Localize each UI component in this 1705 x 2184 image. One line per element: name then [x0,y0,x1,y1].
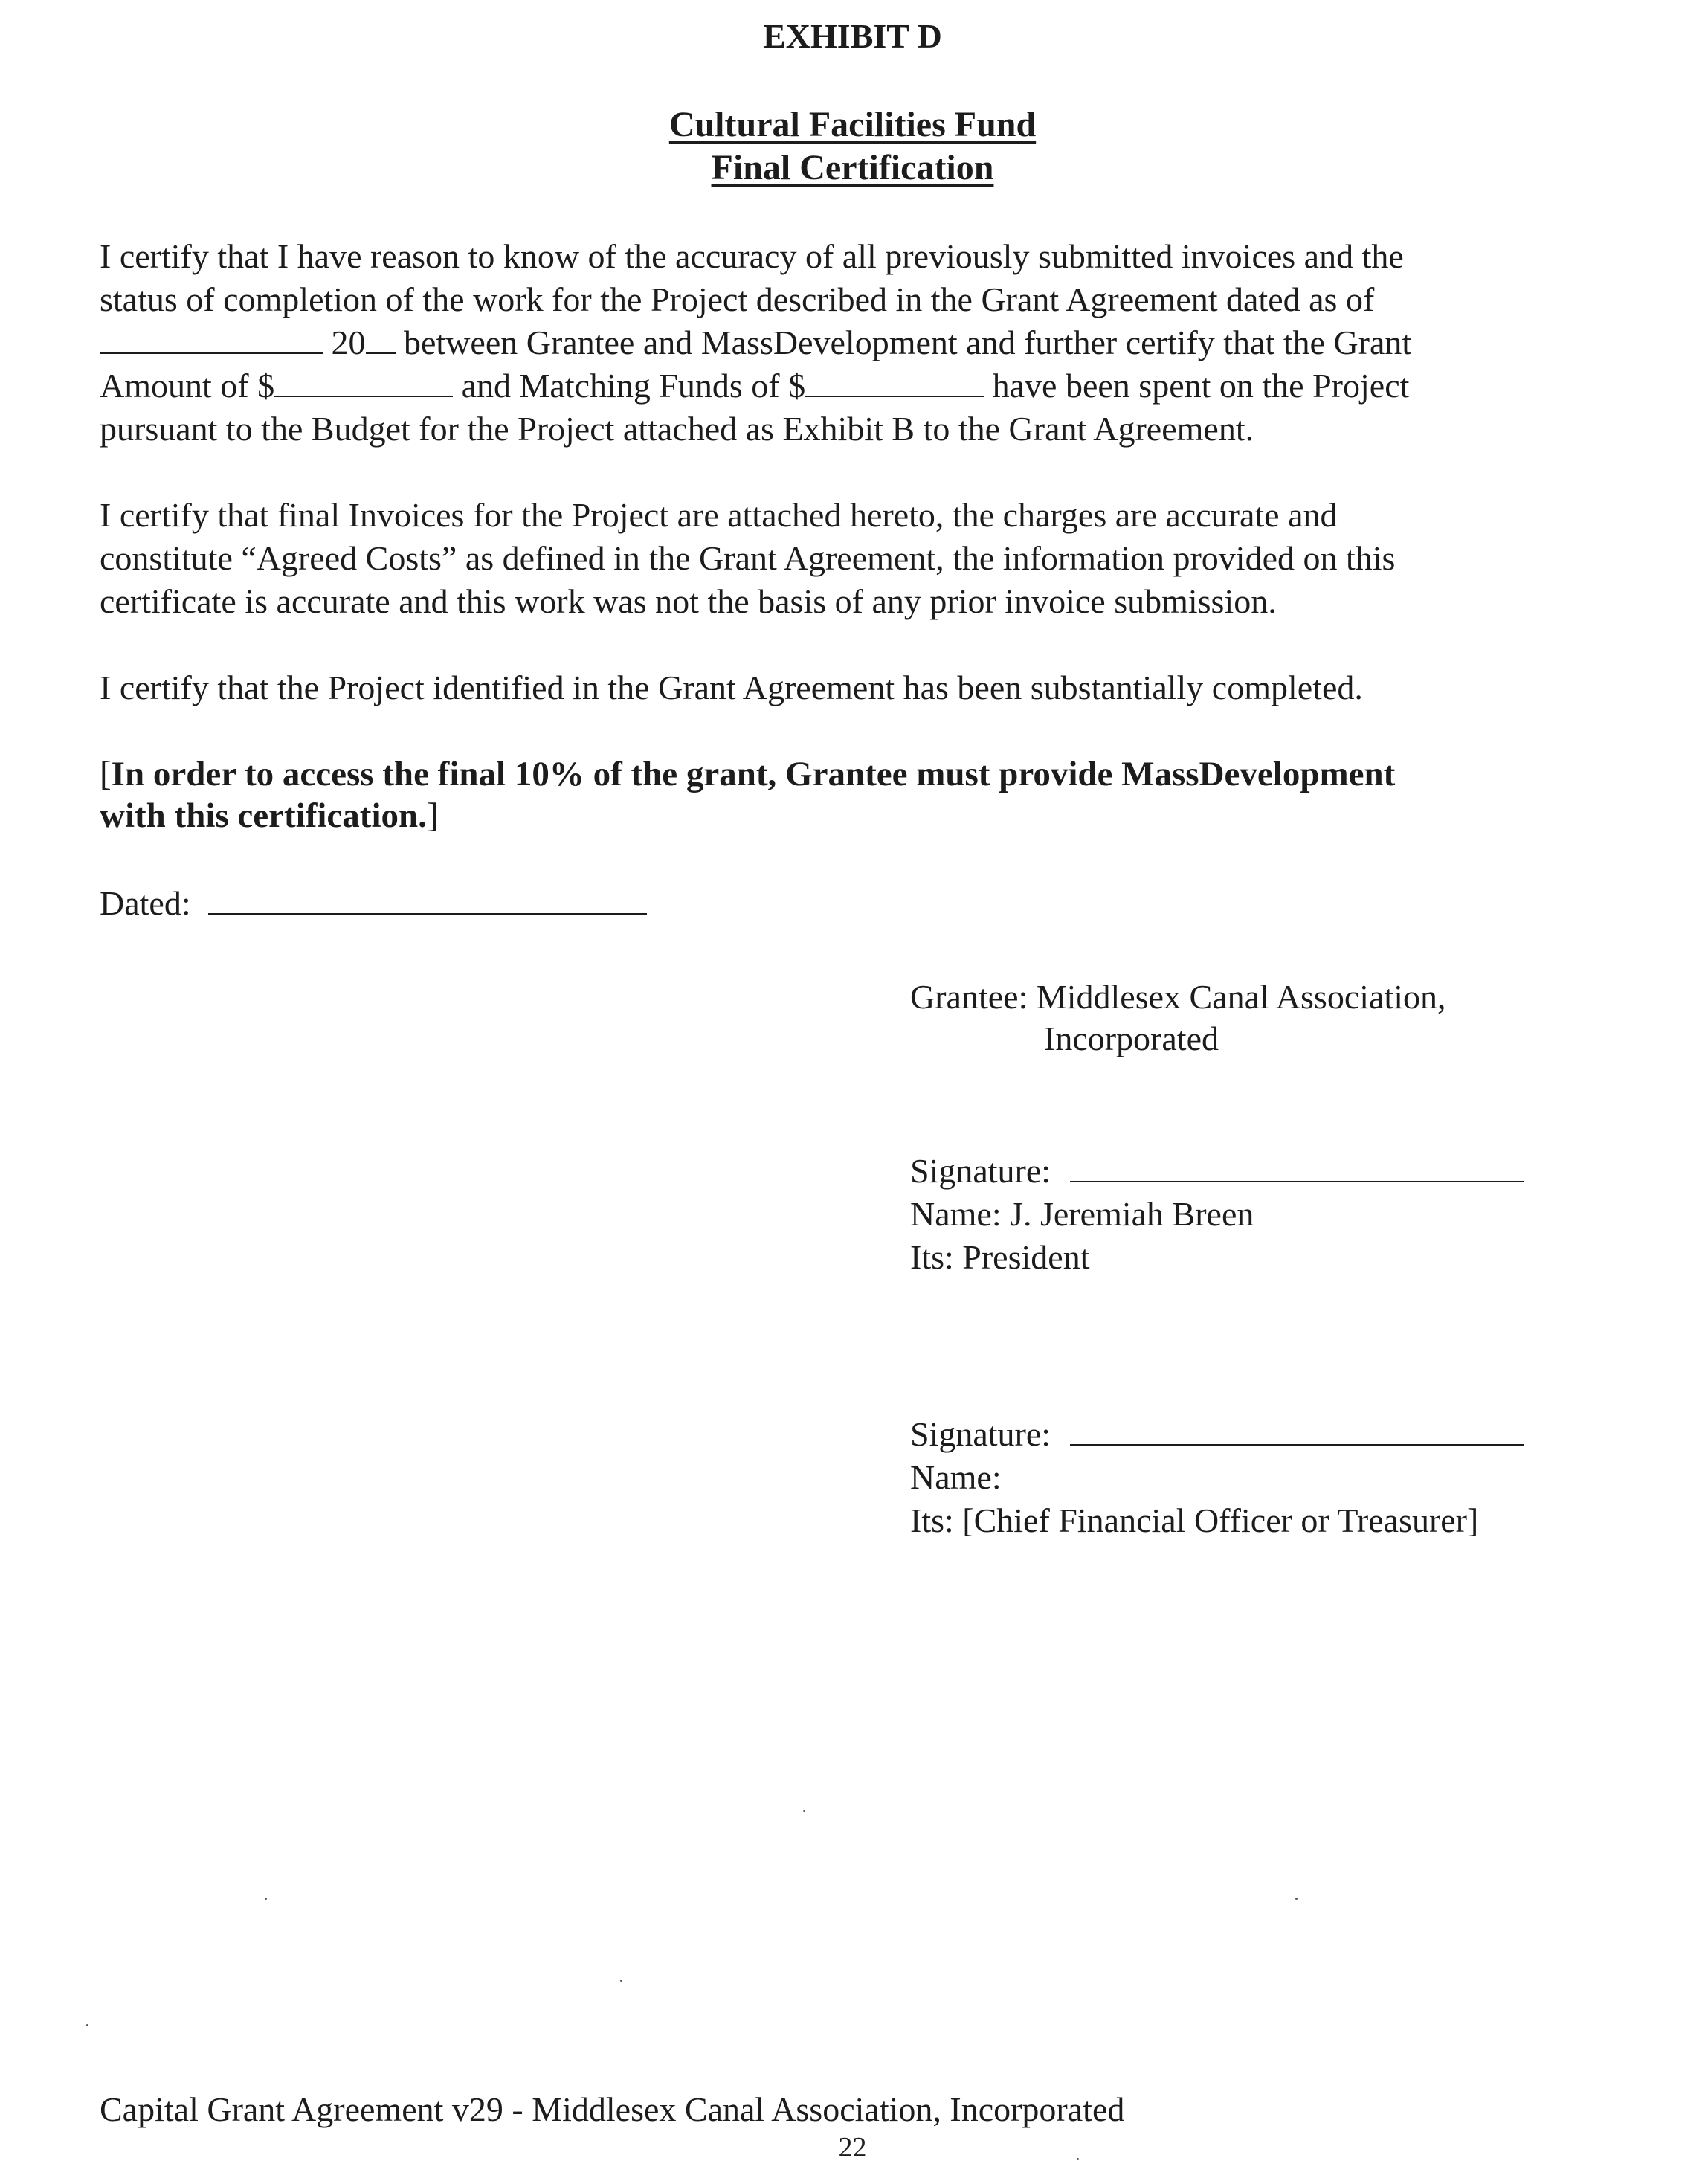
paragraph-line: certificate is accurate and this work was not the basis of any prior invoice submission. [100,582,1277,620]
year-prefix: 20 [331,323,366,361]
signatory-title: Its: [Chief Financial Officer or Treasurer] [910,1501,1479,1539]
exhibit-heading: EXHIBIT D [763,17,942,55]
paragraph-line: I certify that I have reason to know of the accuracy of all previously submitted invoices and the [100,237,1404,275]
year-suffix-blank [366,326,396,354]
paragraph-line [100,323,1412,361]
document-subtitle: Final Certification [711,148,994,187]
certification-paragraph-completion: I certify that the Project identified in the Grant Agreement has been substantially completed. [100,669,1363,706]
dated-line [100,886,647,921]
agreement-date-blank [100,326,323,354]
dated-blank [208,886,647,915]
grantee-name: Grantee: Middlesex Canal Association, [910,978,1446,1016]
scan-speck [620,1980,622,1982]
open-bracket: [ [100,755,112,793]
notice-line [100,796,439,835]
paragraph-text: between Grantee and MassDevelopment and further certify that the Grant [404,323,1412,361]
matching-funds-blank [805,369,984,397]
scan-speck [1295,1898,1298,1900]
grant-amount-blank [274,369,453,397]
grantee-name-continued: Incorporated [1044,1019,1219,1057]
paragraph-line: I certify that final Invoices for the Project are attached hereto, the charges are accurate and [100,496,1338,534]
close-bracket: ] [426,796,439,835]
notice-line [100,757,1395,792]
signatory-title: Its: President [910,1238,1090,1276]
paragraph-line: constitute “Agreed Costs” as defined in the Grant Agreement, the information provided on this [100,539,1396,577]
notice-text: In order to access the final 10% of the grant, Grantee must provide MassDevelopment [111,755,1396,793]
signatory-name: Name: J. Jeremiah Breen [910,1195,1254,1233]
grant-amount-label: Amount of $ [100,367,275,405]
scan-speck [803,1810,805,1812]
signature-label: Signature: [910,1152,1051,1190]
paragraph-line: status of completion of the work for the Project described in the Grant Agreement dated as of [100,280,1375,318]
paragraph-line: pursuant to the Budget for the Project attached as Exhibit B to the Grant Agreement. [100,410,1254,448]
signatory-name: Name: [910,1458,1002,1496]
signature-line [910,1417,1524,1452]
document-title: Cultural Facilities Fund [668,105,1037,144]
matching-funds-label: and Matching Funds of $ [461,367,806,405]
signature-blank [1070,1417,1524,1446]
paragraph-text: have been spent on the Project [992,367,1410,405]
signature-blank [1070,1154,1524,1182]
paragraph-line [100,369,1409,403]
page-footer: Capital Grant Agreement v29 - Middlesex Canal Association, Incorporated [100,2090,1125,2128]
page-number: 22 [838,2132,867,2163]
signature-line [910,1154,1524,1188]
dated-label: Dated: [100,884,191,922]
notice-text: with this certification. [100,796,427,835]
scan-speck [86,2024,88,2026]
signature-label: Signature: [910,1415,1051,1453]
scan-speck [265,1898,267,1900]
